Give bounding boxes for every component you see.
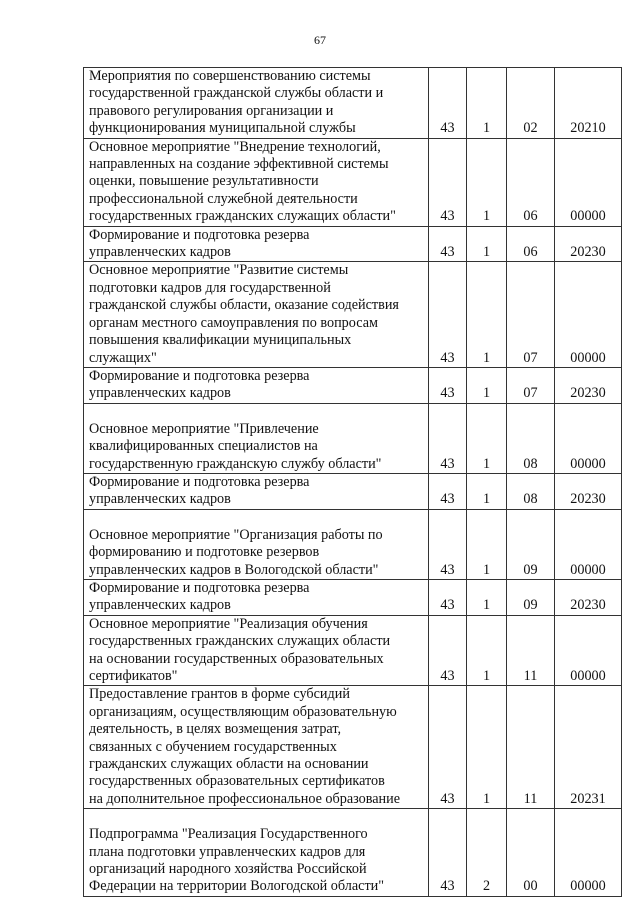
activity-code-cell: 02 xyxy=(507,68,555,139)
activity-code-cell: 07 xyxy=(507,262,555,367)
activity-code-cell: 11 xyxy=(507,615,555,686)
activity-name-line: квалифицированных специалистов на xyxy=(89,438,318,455)
activity-code-cell: 00 xyxy=(507,809,555,897)
activity-name-line: профессиональной служебной деятельности xyxy=(89,190,358,207)
subprogram-code-cell: 1 xyxy=(467,579,507,615)
table-row xyxy=(84,473,622,509)
program-code-cell: 43 xyxy=(429,68,467,139)
program-code-cell: 43 xyxy=(429,509,467,579)
activity-code-cell: 06 xyxy=(507,138,555,226)
activity-name-line: Мероприятия по совершенствованию системы xyxy=(89,68,371,84)
activity-name-cell xyxy=(84,579,429,615)
activity-name-line: функционирования муниципальной службы xyxy=(89,120,356,137)
activity-name-line: служащих" xyxy=(89,349,157,366)
program-code-cell: 43 xyxy=(429,262,467,367)
subprogram-code-cell: 1 xyxy=(467,138,507,226)
subprogram-code-cell: 1 xyxy=(467,686,507,809)
activity-name-line: организаций народного хозяйства Российской xyxy=(89,861,367,878)
activity-name-line: Основное мероприятие "Реализация обучения xyxy=(89,615,368,632)
activity-code-cell: 09 xyxy=(507,579,555,615)
table-row xyxy=(84,262,622,367)
program-code-cell: 43 xyxy=(429,615,467,686)
subprogram-code-cell: 1 xyxy=(467,615,507,686)
table-row xyxy=(84,138,622,226)
subprogram-code-cell: 1 xyxy=(467,367,507,403)
program-code-cell: 43 xyxy=(429,809,467,897)
activity-name-line: гражданских служащих области на основании xyxy=(89,756,369,773)
table-row xyxy=(84,686,622,809)
activity-name-line: повышения квалификации муниципальных xyxy=(89,332,352,349)
program-code-cell: 43 xyxy=(429,686,467,809)
direction-code-cell: 00000 xyxy=(555,809,622,897)
direction-code-cell: 20230 xyxy=(555,579,622,615)
activity-name-line: сертификатов" xyxy=(89,668,178,684)
activity-name-line: формированию и подготовке резервов xyxy=(89,544,320,561)
activity-name-line: управленческих кадров xyxy=(89,491,231,508)
subprogram-code-cell: 1 xyxy=(467,226,507,262)
activity-name-line: гражданской службы области, оказание содействия xyxy=(89,297,399,314)
subprogram-code-cell: 1 xyxy=(467,473,507,509)
page-number: 67 xyxy=(314,33,326,47)
activity-name-line: управленческих кадров xyxy=(89,385,231,402)
activity-name-line: государственных гражданских служащих области" xyxy=(89,208,396,225)
activity-name-line: Основное мероприятие "Внедрение технологий, xyxy=(89,138,381,155)
activity-name-line: деятельность, в целях возмещения затрат, xyxy=(89,721,342,738)
activity-name-cell xyxy=(84,226,429,262)
activity-name-line: Формирование и подготовка резерва xyxy=(89,226,310,243)
activity-name-cell xyxy=(84,68,429,139)
activity-name-line: управленческих кадров xyxy=(89,244,231,261)
activity-name-line: органам местного самоуправления по вопросам xyxy=(89,314,378,331)
subprogram-code-cell: 1 xyxy=(467,403,507,473)
activity-name-cell xyxy=(84,809,429,897)
activity-name-cell xyxy=(84,403,429,473)
program-code-cell: 43 xyxy=(429,579,467,615)
subprogram-code-cell: 1 xyxy=(467,262,507,367)
activity-name-line: на дополнительное профессиональное образование xyxy=(89,790,401,807)
table-row xyxy=(84,226,622,262)
table-row xyxy=(84,68,622,139)
direction-code-cell: 20230 xyxy=(555,473,622,509)
activity-name-line: государственной гражданской службы области и xyxy=(89,85,384,102)
activity-name-cell xyxy=(84,138,429,226)
direction-code-cell: 00000 xyxy=(555,138,622,226)
activity-name-line: плана подготовки управленческих кадров для xyxy=(89,843,366,860)
activity-name-line: Основное мероприятие "Организация работы по xyxy=(89,526,383,543)
subprogram-code-cell: 1 xyxy=(467,509,507,579)
activity-name-line: оценки, повышение результативности xyxy=(89,173,319,190)
activity-code-cell: 08 xyxy=(507,473,555,509)
table-row xyxy=(84,367,622,403)
activity-name-line: Подпрограмма "Реализация Государственного xyxy=(89,826,368,843)
activity-name-line: на основании государственных образовательных xyxy=(89,650,384,667)
table-row xyxy=(84,509,622,579)
program-code-cell: 43 xyxy=(429,367,467,403)
activity-code-cell: 06 xyxy=(507,226,555,262)
direction-code-cell: 00000 xyxy=(555,403,622,473)
activity-name-line: Основное мероприятие "Развитие системы xyxy=(89,262,349,279)
cell-spacer xyxy=(89,809,426,826)
activity-name-cell xyxy=(84,509,429,579)
direction-code-cell: 00000 xyxy=(555,509,622,579)
budget-classification-table xyxy=(83,67,622,897)
activity-name-line: направленных на создание эффективной системы xyxy=(89,156,389,173)
direction-code-cell: 00000 xyxy=(555,615,622,686)
direction-code-cell: 20230 xyxy=(555,367,622,403)
activity-code-cell: 11 xyxy=(507,686,555,809)
program-code-cell: 43 xyxy=(429,403,467,473)
activity-name-line: правового регулирования организации и xyxy=(89,102,334,119)
activity-code-cell: 09 xyxy=(507,509,555,579)
direction-code-cell: 20210 xyxy=(555,68,622,139)
table-row xyxy=(84,809,622,897)
activity-name-cell xyxy=(84,615,429,686)
activity-code-cell: 07 xyxy=(507,367,555,403)
direction-code-cell: 00000 xyxy=(555,262,622,367)
activity-name-line: Основное мероприятие "Привлечение xyxy=(89,420,319,437)
activity-name-cell xyxy=(84,262,429,367)
activity-name-line: государственных гражданских служащих области xyxy=(89,633,391,650)
activity-name-line: Формирование и подготовка резерва xyxy=(89,579,310,596)
table-body xyxy=(84,68,622,897)
program-code-cell: 43 xyxy=(429,473,467,509)
cell-spacer xyxy=(89,404,426,421)
table-row xyxy=(84,579,622,615)
table-row xyxy=(84,615,622,686)
activity-name-line: подготовки кадров для государственной xyxy=(89,279,331,296)
cell-spacer xyxy=(89,510,426,527)
direction-code-cell: 20231 xyxy=(555,686,622,809)
activity-name-line: государственных образовательных сертификатов xyxy=(89,773,385,790)
activity-name-cell xyxy=(84,367,429,403)
direction-code-cell: 20230 xyxy=(555,226,622,262)
subprogram-code-cell: 2 xyxy=(467,809,507,897)
table-row xyxy=(84,403,622,473)
program-code-cell: 43 xyxy=(429,138,467,226)
activity-name-line: государственную гражданскую службу области" xyxy=(89,455,382,472)
program-code-cell: 43 xyxy=(429,226,467,262)
activity-name-line: Формирование и подготовка резерва xyxy=(89,367,310,384)
activity-name-line: управленческих кадров в Вологодской области" xyxy=(89,561,379,578)
subprogram-code-cell: 1 xyxy=(467,68,507,139)
activity-name-cell xyxy=(84,686,429,809)
activity-name-line: организациям, осуществляющим образовательную xyxy=(89,703,397,720)
activity-name-line: управленческих кадров xyxy=(89,597,231,614)
activity-name-cell xyxy=(84,473,429,509)
activity-name-line: Федерации на территории Вологодской области" xyxy=(89,878,385,895)
activity-name-line: Формирование и подготовка резерва xyxy=(89,473,310,490)
activity-code-cell: 08 xyxy=(507,403,555,473)
activity-name-line: связанных с обучением государственных xyxy=(89,738,337,755)
activity-name-line: Предоставление грантов в форме субсидий xyxy=(89,686,350,703)
